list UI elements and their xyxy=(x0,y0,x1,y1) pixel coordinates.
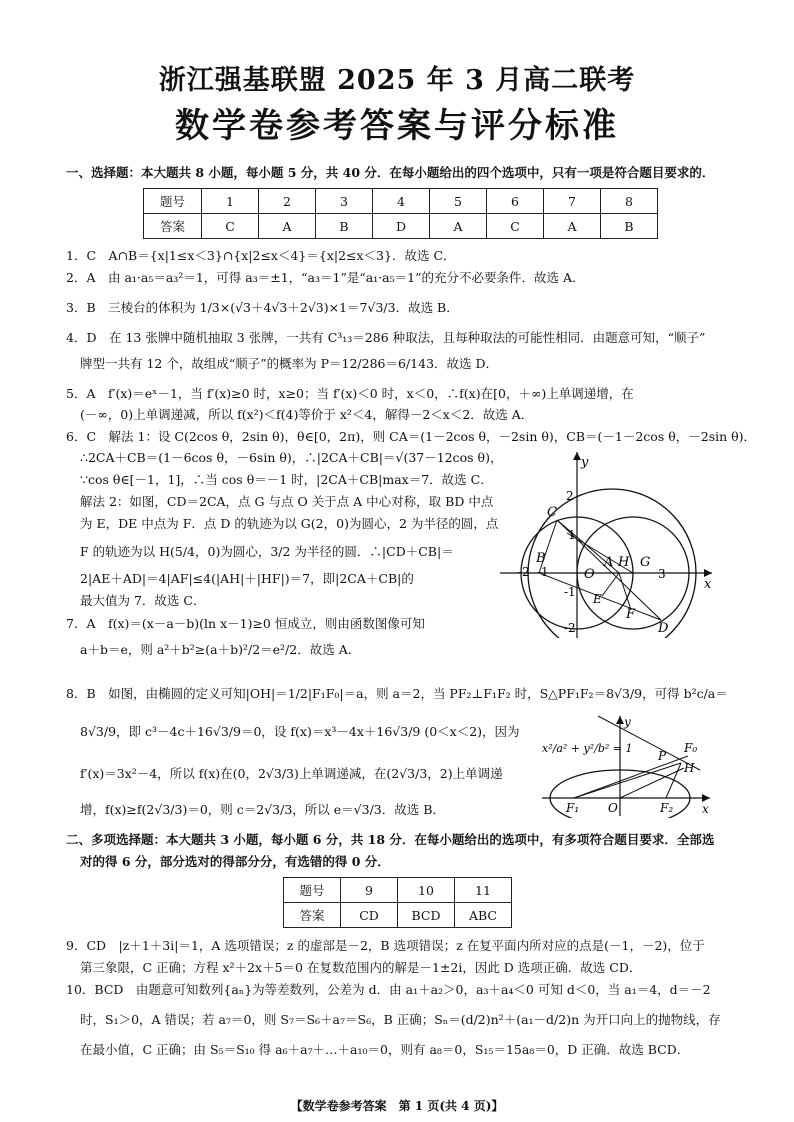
label: F₁ xyxy=(566,801,580,815)
solution-line: 7．A f(x)＝(x－a－b)(ln x－1)≥0 恒成立，则由函数图像可知 xyxy=(66,616,425,631)
section2-heading: 对的得 6 分，部分选对的得部分分，有选错的得 0 分． xyxy=(80,854,390,869)
solution-line: 2．A 由 a₁·a₅＝a₃²＝1，可得 a₃＝±1，“a₃＝1”是“a₁·a₅＝1”的充分不必要条件．故选 A． xyxy=(66,270,585,285)
solution-line: 增，f(x)≥f(2√3/3)＝0，则 c＝2√3/3，所以 e＝√3/3．故选 B． xyxy=(80,802,445,817)
table-cell: 1 xyxy=(202,189,259,214)
solution-line: 时，S₁＞0，A 错误；若 a₇＝0，则 S₇＝S₆＋a₇＝S₆，B 正确；Sₙ＝(d/2)n²＋(a₁－d/2)n 为开口向上的抛物线，存 xyxy=(80,1012,721,1027)
section2-heading: 二、多项选择题：本大题共 3 小题，每小题 6 分，共 18 分．在每小题给出的选项中，有多项符合题目要求．全部选 xyxy=(66,832,715,847)
section1-heading: 一、选择题：本大题共 8 小题，每小题 5 分，共 40 分．在每小题给出的四个选项中，只有一项是符合题目要求的． xyxy=(66,165,715,180)
solution-line: 9．CD |z＋1＋3i|＝1，A 选项错误；z 的虚部是－2，B 选项错误；z 在复平面内所对应的点是(－1，－2)，位于 xyxy=(66,938,705,953)
label: y xyxy=(581,455,589,470)
table-cell: BCD xyxy=(398,903,455,928)
table-cell: 7 xyxy=(544,189,601,214)
segment xyxy=(666,763,681,798)
solution-line: 解法 2：如图，CD＝2CA，点 G 与点 O 关于点 A 中心对称，取 BD 中点 xyxy=(80,494,494,509)
solution-line: F 的轨迹为以 H(5/4，0)为圆心，3/2 为半径的圆．∴|CD＋CB|＝ xyxy=(80,544,454,559)
page-subtitle: 数学卷参考答案与评分标准 xyxy=(175,106,619,146)
solution-line: 5．A f′(x)＝eˣ－1，当 f′(x)≥0 时，x≥0；当 f′(x)＜0 时，x＜0，∴f(x)在[0，＋∞)上单调递增，在 xyxy=(66,386,634,401)
page-footer: 【数学卷参考答案 第 1 页(共 4 页)】 xyxy=(290,1099,504,1113)
table-cell: B xyxy=(316,214,373,239)
tick-label: 3 xyxy=(658,567,666,581)
solution-line: ∴2CA＋CB＝(1－6cos θ，－6sin θ)，∴|2CA＋CB|＝√(37－12cos θ)， xyxy=(80,450,503,465)
label: H xyxy=(618,555,630,570)
solution-line: 8√3/9，即 c³－4c＋16√3/9＝0，设 f(x)＝x³－4x＋16√3/9 (0＜x＜2)，因为 xyxy=(80,724,520,739)
table-cell: 9 xyxy=(341,878,398,903)
tick-label: -2 xyxy=(564,621,576,635)
label: A xyxy=(604,555,614,570)
table-cell: C xyxy=(487,214,544,239)
label: P xyxy=(658,749,667,763)
x-axis-arrow-icon xyxy=(702,794,710,802)
solution-line: 2|AE＋AD|＝4|AF|≤4(|AH|＋|HF|)＝7，即|2CA＋CB|的 xyxy=(80,571,414,586)
tick-label: -2 xyxy=(518,565,530,579)
segment xyxy=(602,573,619,596)
solution-line: 4．D 在 13 张牌中随机抽取 3 张牌，一共有 C³₁₃＝286 种取法，且每种取法的可能性相同．由题意可知，“顺子” xyxy=(66,330,706,345)
table-row xyxy=(144,189,658,214)
label: y xyxy=(624,715,631,729)
table-cell: C xyxy=(202,214,259,239)
solution-line: 牌型一共有 12 个，故组成“顺子”的概率为 P＝12/286＝6/143．故选 D． xyxy=(80,356,499,371)
table-cell: 3 xyxy=(316,189,373,214)
solution-line: 3．B 三棱台的体积为 1/3×(√3＋4√3＋2√3)×1＝7√3/3．故选 B． xyxy=(66,300,459,315)
solution-line: 在最小值，C 正确；由 S₅＝S₁₀ 得 a₆＋a₇＋…＋a₁₀＝0，则有 a₈＝0，S₁₅＝15a₈＝0，D 正确．故选 BCD． xyxy=(80,1042,690,1057)
table-cell: B xyxy=(601,214,658,239)
label: O xyxy=(608,801,618,815)
label: F₀ xyxy=(684,741,698,755)
table-cell: 11 xyxy=(455,878,512,903)
solution-line: (－∞，0)上单调递减，所以 f(x²)＜f(4)等价于 x²＜4，解得－2＜x＜2．故选 A． xyxy=(80,407,534,422)
table-cell: 6 xyxy=(487,189,544,214)
x-axis-arrow-icon xyxy=(704,569,712,577)
label: x xyxy=(704,577,712,592)
solution-line: f′(x)＝3x²－4，所以 f(x)在(0，2√3/3)上单调递减，在(2√3/3，2)上单调递 xyxy=(80,766,503,781)
table-cell: 答案 xyxy=(284,903,341,928)
figure-q8 xyxy=(538,708,718,818)
table-cell: D xyxy=(373,214,430,239)
table-row xyxy=(284,903,512,928)
table-cell: A xyxy=(544,214,601,239)
table-cell: A xyxy=(259,214,316,239)
table-row xyxy=(144,214,658,239)
table-cell: CD xyxy=(341,903,398,928)
label: G xyxy=(640,555,651,570)
label: H xyxy=(684,761,695,775)
answer-table-2 xyxy=(283,877,512,928)
table-cell: 5 xyxy=(430,189,487,214)
table-cell: 8 xyxy=(601,189,658,214)
label: D xyxy=(658,621,669,636)
tick-label: -1 xyxy=(537,565,549,579)
table-cell: A xyxy=(430,214,487,239)
segment xyxy=(574,763,681,798)
y-axis-arrow-icon xyxy=(573,452,581,460)
page-title: 浙江强基联盟 2025 年 3 月高二联考 xyxy=(158,65,636,96)
table-row xyxy=(284,878,512,903)
label: E xyxy=(593,592,602,606)
table-cell: 10 xyxy=(398,878,455,903)
label: O xyxy=(584,567,595,582)
tick-label: -1 xyxy=(564,585,576,599)
solution-line: 10．BCD 由题意可知数列{aₙ}为等差数列，公差为 d．由 a₁＋a₂＞0，a₃＋a₄＜0 可知 d＜0，当 a₁＝4，d＝－2 xyxy=(66,982,711,997)
solution-line: ∵cos θ∈[－1，1]，∴当 cos θ＝－1 时，|2CA＋CB|max＝7．故选 C． xyxy=(80,472,493,487)
solution-line: 6．C 解法 1：设 C(2cos θ，2sin θ)，θ∈[0，2π)，则 CA＝(1－2cos θ，－2sin θ)，CB＝(－1－2cos θ，－2sin θ)． xyxy=(66,429,757,444)
solution-line: 最大值为 7．故选 C． xyxy=(80,593,206,608)
solution-line: 第三象限，C 正确；方程 x²＋2x＋5＝0 在复数范围内的解是－1±2i，因此 D 选项正确．故选 CD． xyxy=(80,960,642,975)
label: x xyxy=(702,802,709,816)
tick-label: 1 xyxy=(568,528,576,542)
table-cell: 题号 xyxy=(144,189,202,214)
tick-label: 2 xyxy=(566,489,574,503)
table-cell: ABC xyxy=(455,903,512,928)
label: C xyxy=(547,505,557,520)
solution-line: a＋b＝e，则 a²＋b²≥(a＋b)²/2＝e²/2．故选 A． xyxy=(80,642,361,657)
label: B xyxy=(536,551,546,566)
y-axis-arrow-icon xyxy=(616,716,624,724)
table-cell: 4 xyxy=(373,189,430,214)
solution-line: 为 E，DE 中点为 F．点 D 的轨迹为以 G(2，0)为圆心，2 为半径的圆，点 xyxy=(80,516,499,531)
figure-q6 xyxy=(500,448,730,638)
solution-line: 1．C A∩B＝{x|1≤x＜3}∩{x|2≤x＜4}＝{x|2≤x＜3}．故选 C． xyxy=(66,248,456,263)
label: F₂ xyxy=(660,801,674,815)
solution-line: 8．B 如图，由椭圆的定义可知|OH|＝1/2|F₁F₀|＝a，则 a＝2，当 PF₂⊥F₁F₂ 时，S△PF₁F₂＝8√3/9，可得 b²c/a＝ xyxy=(66,686,728,701)
ellipse-equation: x²/a² + y²/b² = 1 xyxy=(542,742,633,755)
answer-table-1 xyxy=(143,188,658,239)
table-cell: 题号 xyxy=(284,878,341,903)
table-cell: 2 xyxy=(259,189,316,214)
table-cell: 答案 xyxy=(144,214,202,239)
segment xyxy=(574,756,688,798)
label: F xyxy=(626,607,636,622)
